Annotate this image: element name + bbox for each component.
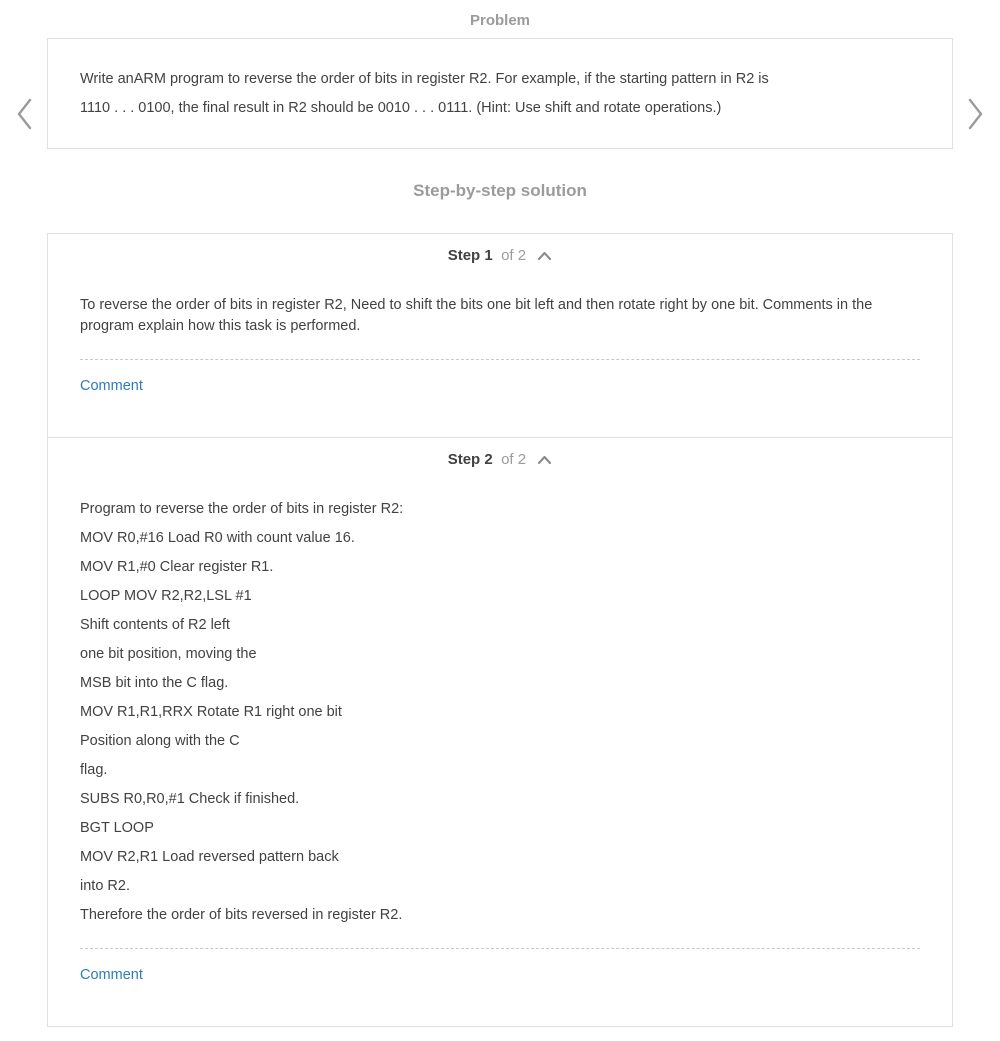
step-2-card (47, 437, 953, 1027)
step-2-body (80, 499, 920, 926)
step-1-comment-link[interactable]: Comment (80, 378, 143, 394)
step-1-body (80, 295, 920, 337)
problem-text-line: Write anARM program to reverse the order of bits in register R2. For example, if the starting pattern in R2 is (80, 71, 769, 87)
step-paragraph: To reverse the order of bits in register R2, Need to shift the bits one bit left and then rotate right by one bit. Comments in the program explain how this task is performed. (80, 297, 873, 334)
problem-heading: Problem (469, 12, 530, 29)
chevron-up-icon (537, 453, 552, 468)
step-paragraph: MOV R0,#16 Load R0 with count value 16. (80, 530, 355, 546)
chevron-left-icon (14, 97, 36, 134)
step-paragraph: flag. (80, 762, 108, 778)
prev-problem-button[interactable] (10, 96, 40, 134)
step-paragraph: Therefore the order of bits reversed in register R2. (80, 907, 403, 923)
solution-heading: Step-by-step solution (413, 181, 587, 200)
step-paragraph: Program to reverse the order of bits in register R2: (80, 501, 404, 517)
step-1-card (47, 233, 953, 438)
bottom-spacer (0, 1027, 1000, 1041)
step-1-of-count: of 2 (501, 247, 527, 264)
step-paragraph: one bit position, moving the (80, 646, 257, 662)
step-1-collapse-button[interactable] (537, 249, 552, 264)
step-1-label: Step 1 (447, 247, 493, 264)
step-paragraph: Position along with the C (80, 733, 240, 749)
step-2-comment-link[interactable]: Comment (80, 967, 143, 983)
chevron-up-icon (537, 249, 552, 264)
step-paragraph: MOV R1,#0 Clear register R1. (80, 559, 274, 575)
step-2-label: Step 2 (447, 451, 493, 468)
next-problem-button[interactable] (960, 96, 990, 134)
step-paragraph: BGT LOOP (80, 820, 154, 836)
step-paragraph: Shift contents of R2 left (80, 617, 230, 633)
step-1-header (80, 247, 920, 264)
step-paragraph: SUBS R0,R0,#1 Check if finished. (80, 791, 300, 807)
step-1-divider (80, 359, 920, 360)
step-2-header (80, 451, 920, 468)
problem-carousel (0, 38, 1000, 149)
problem-card (47, 38, 953, 149)
step-paragraph: MOV R2,R1 Load reversed pattern back (80, 849, 339, 865)
chevron-right-icon (964, 97, 986, 134)
step-paragraph: LOOP MOV R2,R2,LSL #1 (80, 588, 252, 604)
problem-text-line: 1110 . . . 0100, the final result in R2 should be 0010 . . . 0111. (Hint: Use shift and rotate operations.) (80, 100, 722, 116)
step-2-of-count: of 2 (501, 451, 527, 468)
step-2-collapse-button[interactable] (537, 453, 552, 468)
step-paragraph: into R2. (80, 878, 130, 894)
step-paragraph: MSB bit into the C flag. (80, 675, 229, 691)
step-paragraph: MOV R1,R1,RRX Rotate R1 right one bit (80, 704, 342, 720)
step-2-divider (80, 948, 920, 949)
